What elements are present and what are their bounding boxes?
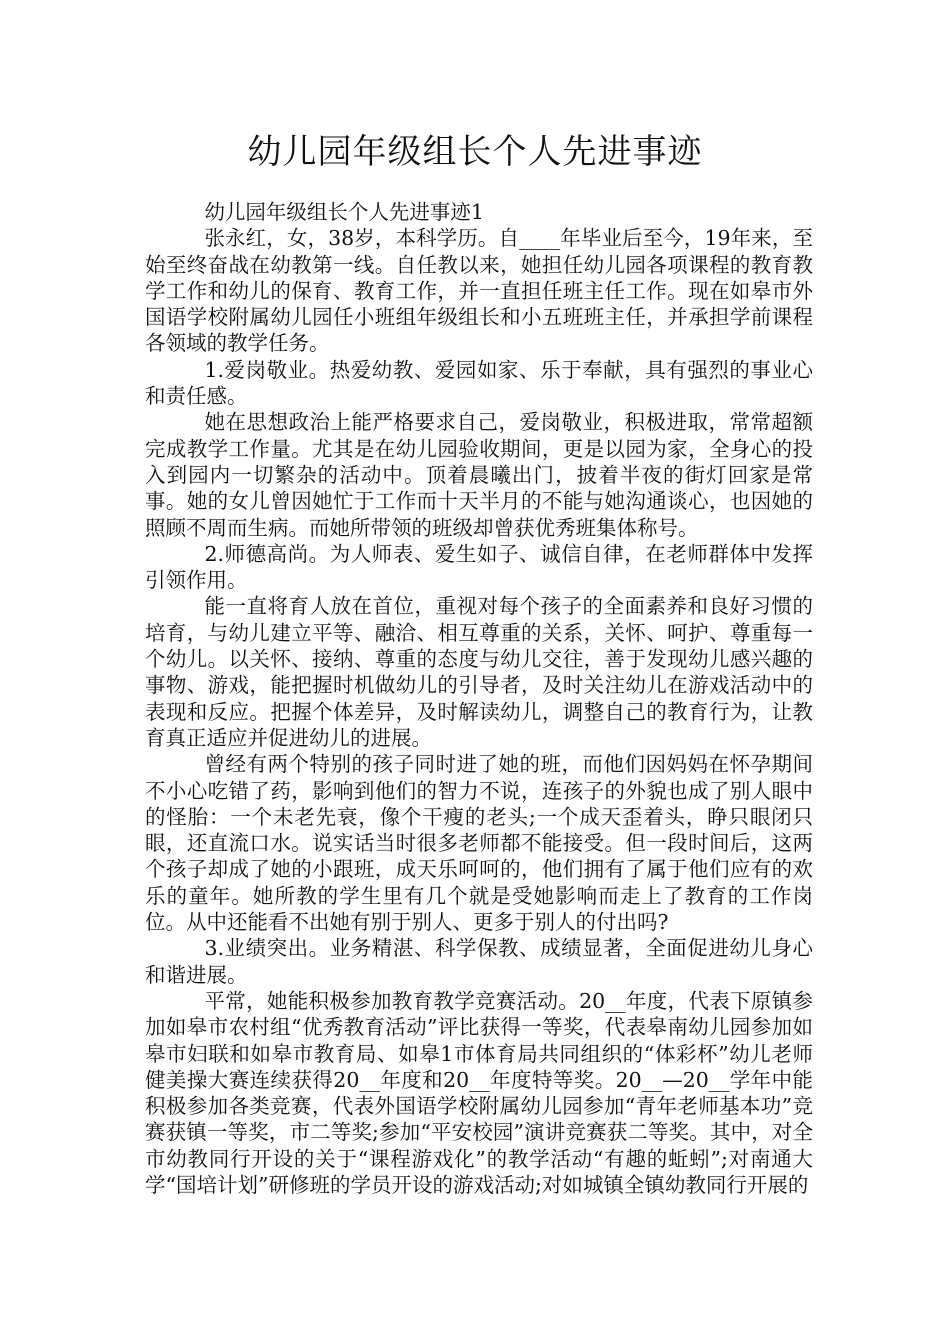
document-body [145,199,813,1198]
section-heading-3: 3.业绩突出。业务精湛、科学保教、成绩显著，全面促进幼儿身心和谐进展。 [145,936,813,987]
section-heading-1: 1.爱岗敬业。热爱幼教、爱园如家、乐于奉献，具有强烈的事业心和责任感。 [145,357,813,409]
body-paragraph: 能一直将育人放在首位，重视对每个孩子的全面素养和良好习惯的培育，与幼儿建立平等、融洽、相互尊重的关系，关怀、呵护、尊重每一个幼儿。以关怀、接纳、尊重的态度与幼儿交往，善于发现幼儿感兴趣的事物、游戏，能把握时机做幼儿的引导者，及时关注幼儿在游戏活动中的表现和反应。把握个体差异，及时解读幼儿，调整自己的教育行为，让教育真正适应并促进幼儿的进展。 [145,594,813,750]
section-heading-2: 2.师德高尚。为人师表、爱生如子、诚信自律，在老师群体中发挥引领作用。 [145,541,813,593]
subtitle-paragraph: 幼儿园年级组长个人先进事迹1 [204,200,484,224]
body-paragraph: 曾经有两个特别的孩子同时进了她的班，而他们因妈妈在怀孕期间不小心吃错了药，影响到他们的智力不说，连孩子的外貌也成了别人眼中的怪胎：一个未老先衰，像个干瘦的老头;一个成天歪着头，睁只眼闭只眼，还直流口水。说实话当时很多老师都不能接受。但一段时间后，这两个孩子却成了她的小跟班，成天乐呵呵的，他们拥有了属于他们应有的欢乐的童年。她所教的学生里有几个就是受她影响而走上了教育的工作岗位。从中还能看不出她有别于别人、更多于别人的付出吗? [145,752,813,935]
document-title: 幼儿园年级组长个人先进事迹 [247,132,703,172]
body-paragraph: 张永红，女，38岁，本科学历。自____年毕业后至今，19年来，至始至终奋战在幼教第一线。自任教以来，她担任幼儿园各项课程的教育教学工作和幼儿的保育、教育工作，并一直担任班主任工作。现在如皋市外国语学校附属幼儿园任小班组年级组长和小五班班主任，并承担学前课程各领域的教学任务。 [145,226,813,356]
body-paragraph: 她在思想政治上能严格要求自己，爱岗敬业，积极进取，常常超额完成教学工作量。尤其是在幼儿园验收期间，更是以园为家，全身心的投入到园内一切繁杂的活动中。顶着晨曦出门，披着半夜的街灯回家是常事。她的女儿曾因她忙于工作而十天半月的不能与她沟通谈心，也因她的照顾不周而生病。而她所带领的班级却曾获优秀班集体称号。 [145,410,813,540]
body-paragraph: 平常，她能积极参加教育教学竞赛活动。20__年度，代表下原镇参加如皋市农村组“优秀教育活动”评比获得一等奖，代表皋南幼儿园参加如皋市妇联和如皋市教育局、如皋1市体育局共同组织的“体彩杯”幼儿老师健美操大赛连续获得20__年度和20__年度特等奖。20__—20__学年中能积极参加各类竞赛，代表外国语学校附属幼儿园参加“青年老师基本功”竞赛获镇一等奖，市二等奖;参加“平安校园”演讲竞赛获二等奖。其中，对全市幼教同行开设的关于“课程游戏化”的教学活动“有趣的蚯蚓”;对南通大学“国培计划”研修班的学员开设的游戏活动;对如城镇全镇幼教同行开展的 [145,988,813,1197]
